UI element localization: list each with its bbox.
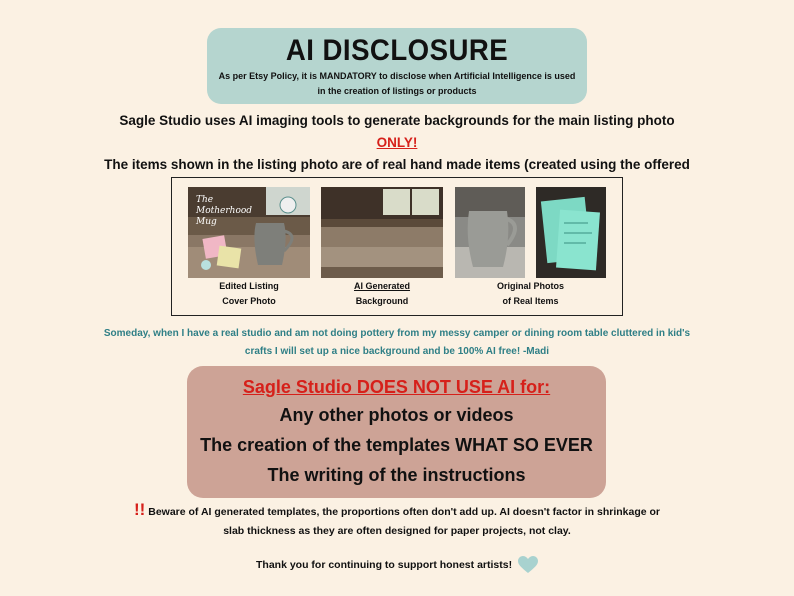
intro-line-2: The items shown in the listing photo are of real hand made items (created using the offered <box>104 157 690 172</box>
only-emphasis: ONLY! <box>376 135 418 150</box>
heart-icon <box>518 556 538 574</box>
studio-note: Someday, when I have a real studio and am not doing pottery from my messy camper or dining room table cluttered in kid's crafts I will set up a nice background and be 100% AI free! -Madi <box>103 328 691 357</box>
warning-text: Beware of AI generated templates, the proportions often don't add up. AI doesn't factor in shrinkage or slab thickness as they are often designed for paper projects, not clay. <box>148 506 661 537</box>
no-ai-item: The writing of the instructions <box>267 465 526 485</box>
thank-you-line <box>150 555 644 575</box>
intro-line-1-text: Sagle Studio uses AI imaging tools to generate backgrounds for the main listing photo <box>119 113 675 128</box>
no-ai-item: Any other photos or videos <box>279 405 514 425</box>
original-photos-caption <box>455 279 606 309</box>
policy-subtitle: As per Etsy Policy, it is MANDATORY to disclose when Artificial Intelligence is used in the creation of listings or products <box>218 71 576 96</box>
ai-background-photo <box>321 187 443 278</box>
ai-caption-line-2: Background <box>355 296 409 306</box>
no-ai-item: The creation of the templates WHAT SO EVER <box>200 435 593 455</box>
edited-listing-photo <box>188 187 310 278</box>
thank-you-text: Thank you for continuing to support honest artists! <box>256 559 513 571</box>
original-caption-line-2: of Real Items <box>502 296 559 306</box>
intro-line-1 <box>100 110 694 154</box>
original-mug-image <box>455 187 525 278</box>
ai-background-image <box>321 187 443 278</box>
original-caption-line-1: Original Photos <box>496 281 564 291</box>
edited-listing-caption <box>188 279 310 309</box>
edited-caption-line-1: Edited Listing <box>219 281 279 291</box>
ai-template-warning <box>130 500 664 541</box>
original-photo-template <box>536 187 606 278</box>
page-title: AI DISCLOSURE <box>285 34 509 67</box>
no-ai-heading: Sagle Studio DOES NOT USE AI for: <box>242 377 551 397</box>
original-photo-mug <box>455 187 525 278</box>
no-ai-box <box>187 366 606 498</box>
original-template-image <box>536 187 606 278</box>
disclosure-header <box>207 28 587 104</box>
warning-symbol: !! <box>133 500 146 519</box>
ai-caption-line-1: AI Generated <box>353 281 411 291</box>
photo-overlay-title: The Motherhood Mug <box>196 195 253 227</box>
edited-caption-line-2: Cover Photo <box>222 296 276 306</box>
photo-comparison-frame <box>171 177 623 316</box>
ai-background-caption <box>321 279 443 309</box>
